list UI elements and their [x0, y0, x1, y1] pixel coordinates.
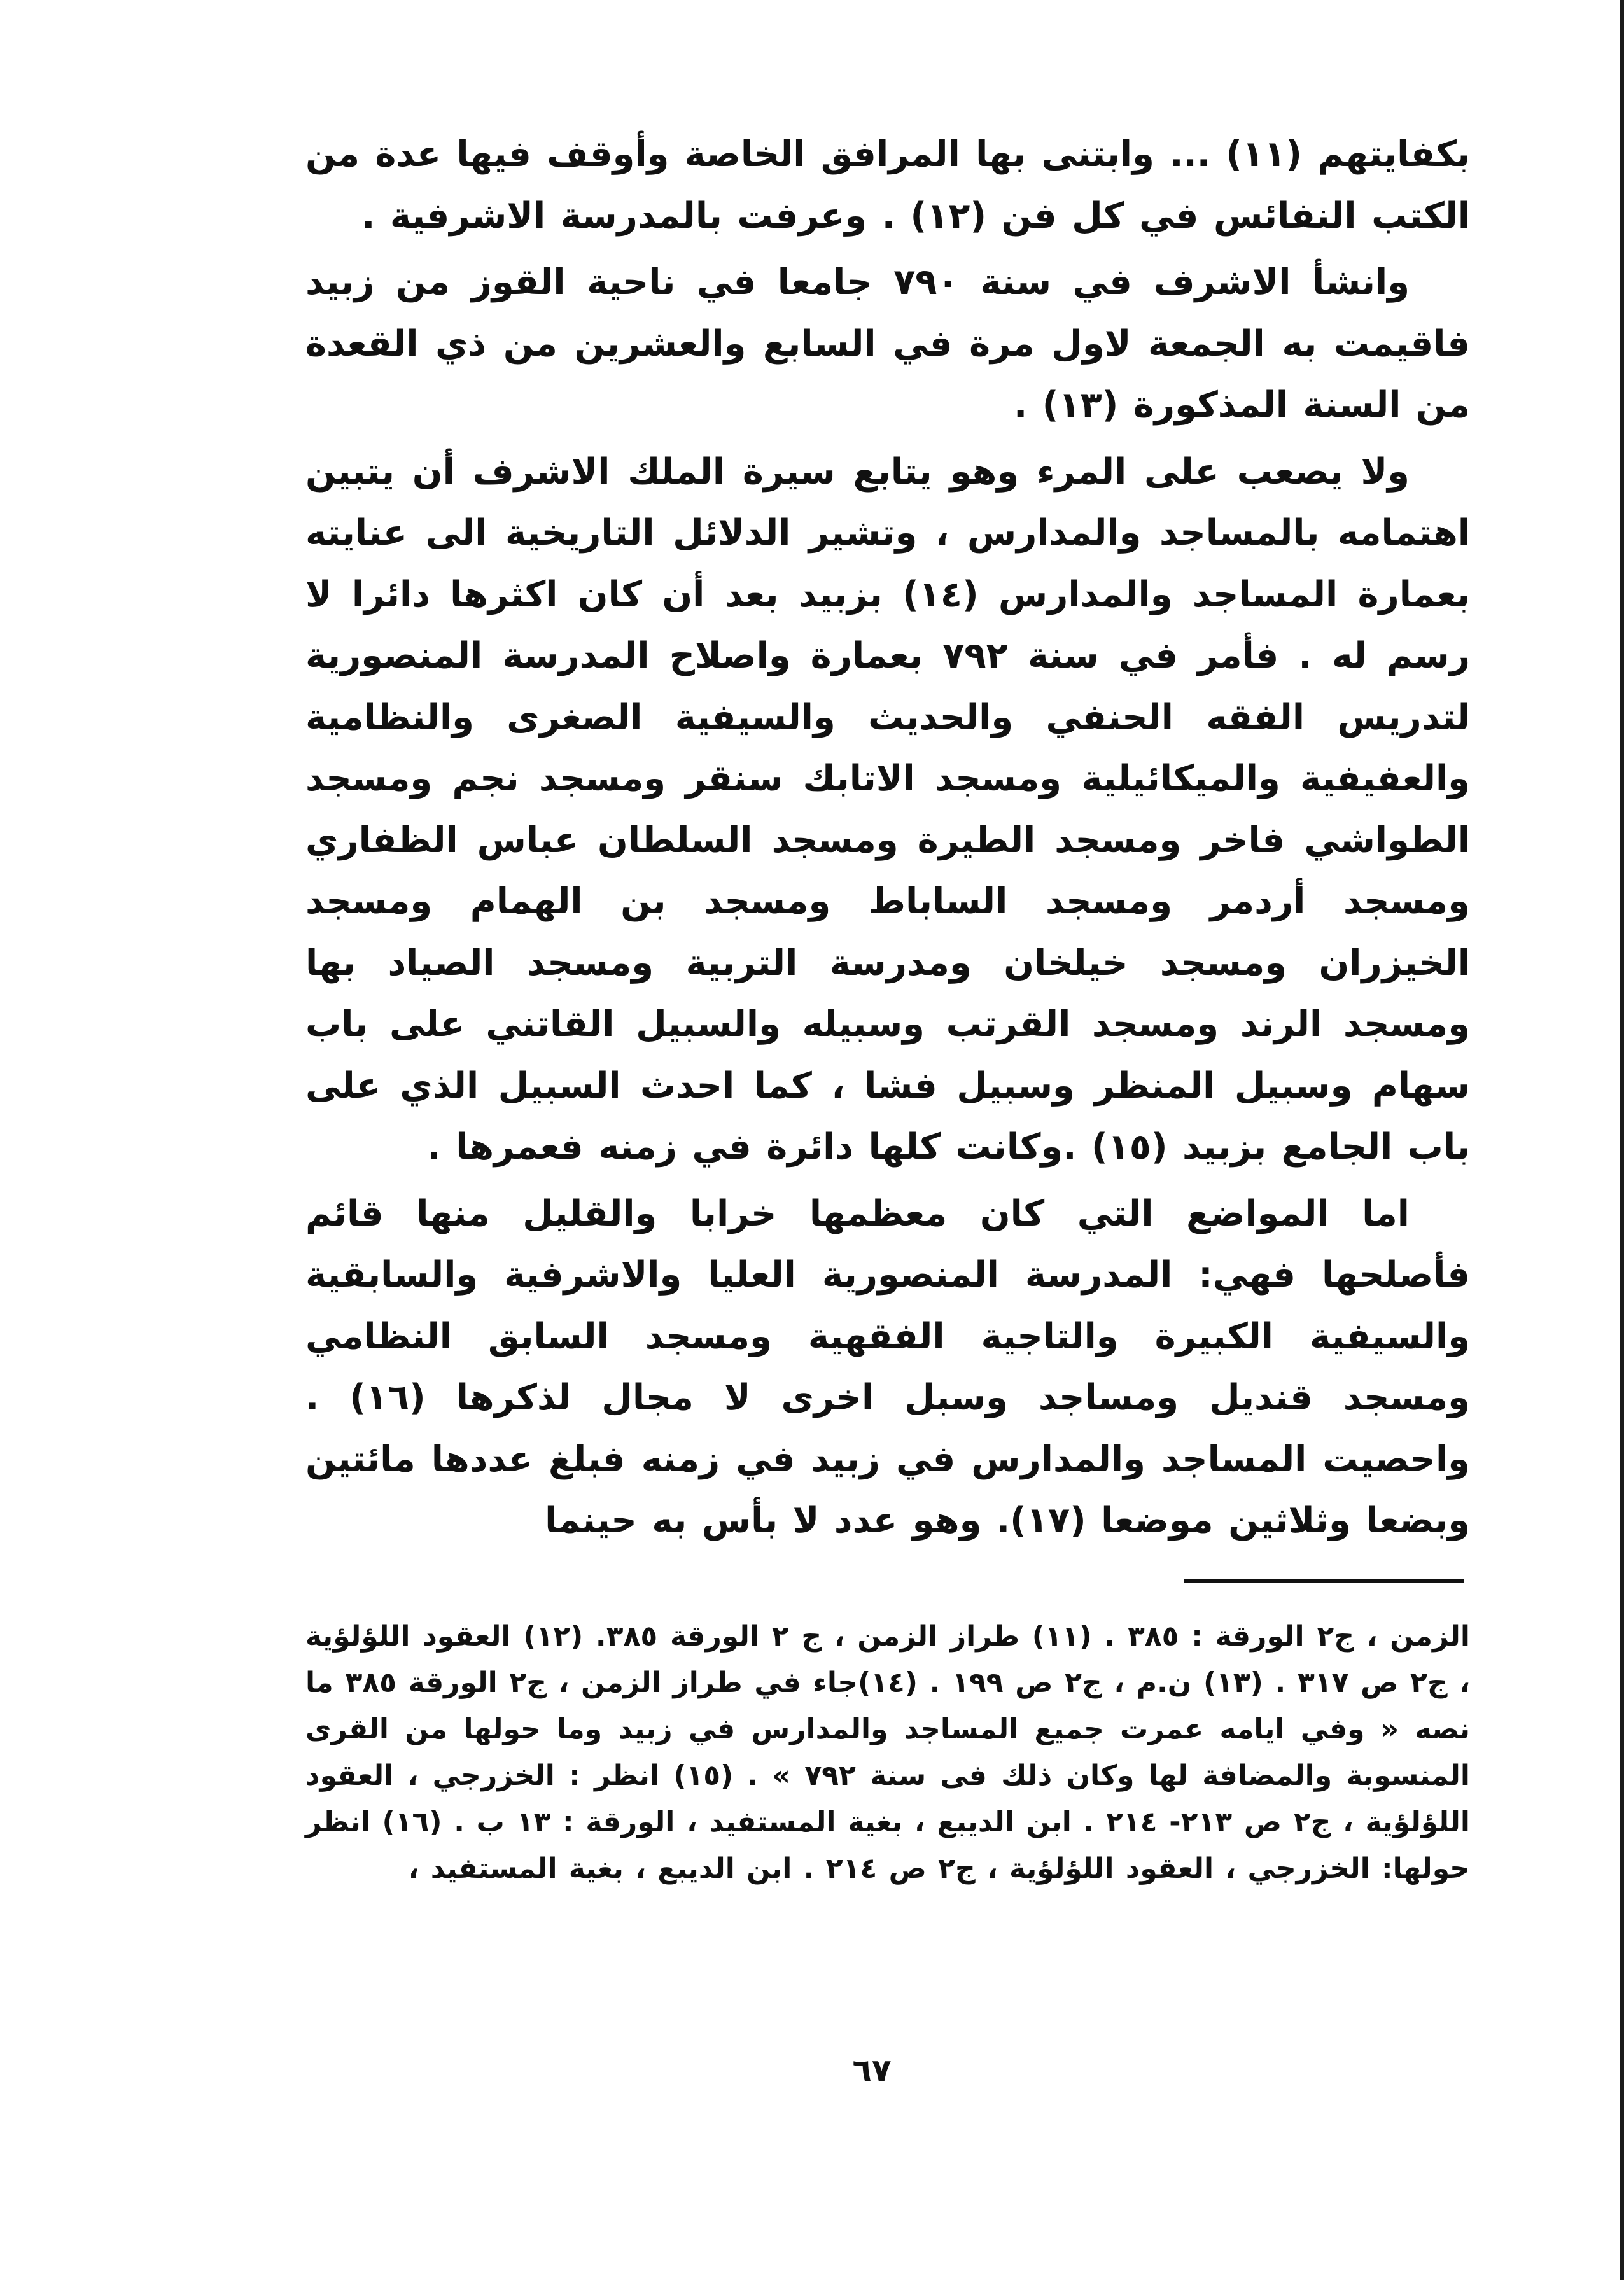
paragraph: بكفايتهم (١١) ... وابتنى بها المرافق الخاصة وأوقف فيها عدة من الكتب النفائس في كل فن (١٢) . وعرفت بالمدرسة الاشرفية .	[305, 134, 1470, 237]
footnotes	[305, 1613, 1470, 1892]
paragraph: ولا يصعب على المرء وهو يتابع سيرة الملك الاشرف أن يتبين اهتمامه بالمساجد والمدارس ، وتشير الدلائل التاريخية الى عنايته بعمارة المساجد والمدارس (١٤) بزبيد بعد أن كان اكثرها دائرا لا رسم له . فأمر في سنة ٧٩٢ بعمارة واصلاح المدرسة المنصورية لتدريس الفقه الحنفي والحديث والسيفية الصغرى والنظامية والعفيفية والميكائيلية ومسجد الاتابك سنقر ومسجد نجم ومسجد الطواشي فاخر ومسجد الطيرة ومسجد السلطان عباس الظفاري ومسجد أردمر ومسجد الساباط ومسجد بن الهمام ومسجد الخيزران ومسجد خيلخان ومدرسة التربية ومسجد الصياد بها ومسجد الرند ومسجد القرتب وسبيله والسبيل القاتني على باب سهام وسبيل المنظر وسبيل فشا ، كما احدث السبيل الذي على باب الجامع بزبيد (١٥) .وكانت كلها دائرة في زمنه فعمرها .	[305, 451, 1470, 1168]
paragraph: اما المواضع التي كان معظمها خرابا والقليل منها قائم فأصلحها فهي: المدرسة المنصورية العليا والاشرفية والسابقية والسيفية الكبيرة والتاجية الفقهية ومسجد السابق النظامي ومسجد قنديل ومساجد وسبل اخرى لا مجال لذكرها (١٦) . واحصيت المساجد والمدارس في زبيد في زمنه فبلغ عددها مائتين وبضعا وثلاثين موضعا (١٧). وهو عدد لا بأس به حينما	[305, 1192, 1470, 1541]
page-edge-border	[1620, 0, 1624, 2280]
page-number: ٦٧	[852, 2052, 892, 2089]
paragraph: وانشأ الاشرف في سنة ٧٩٠ جامعا في ناحية القوز من زبيد فاقيمت به الجمعة لاول مرة في السابع والعشرين من ذي القعدة من السنة المذكورة (١٣) .	[305, 262, 1470, 426]
main-text	[305, 124, 1470, 1552]
footnote-text: الزمن ، ج٢ الورقة : ٣٨٥ . (١١) طراز الزمن ، ج ٢ الورقة ٣٨٥. (١٢) العقود اللؤلؤية ، ج٢ ص ٣١٧ . (١٣) ن.م ، ج٢ ص ١٩٩ . (١٤)جاء في طراز الزمن ، ج٢ الورقة ٣٨٥ ما نصه « وفي ايامه عمرت جميع المساجد والمدارس في زبيد وما حولها من القرى المنسوبة والمضافة لها وكان ذلك فى سنة ٧٩٢ » . (١٥) انظر : الخزرجي ، العقود اللؤلؤية ، ج٢ ص ٢١٣- ٢١٤ . ابن الديبع ، بغية المستفيد ، الورقة : ١٣ ب . (١٦) انظر حولها: الخزرجي ، العقود اللؤلؤية ، ج٢ ص ٢١٤ . ابن الديبع ، بغية المستفيد ،	[305, 1620, 1471, 1885]
footnote-separator	[1184, 1579, 1464, 1583]
